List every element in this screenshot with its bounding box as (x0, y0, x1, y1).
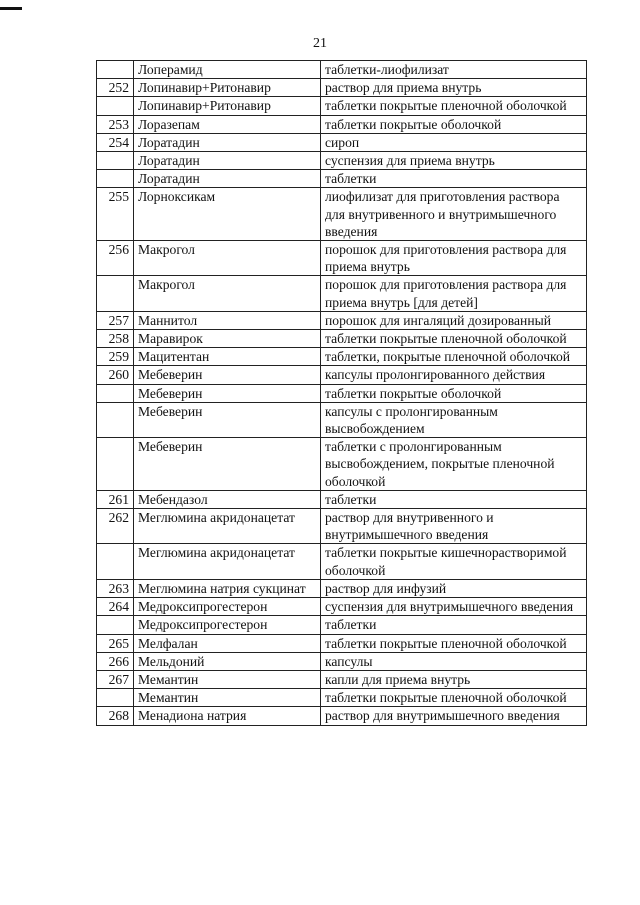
drug-name-cell: Медроксипрогестерон (134, 616, 321, 634)
dosage-form-cell: таблетки, покрытые пленочной оболочкой (321, 348, 587, 366)
drug-name-cell: Мебеверин (134, 384, 321, 402)
drug-name-cell: Мемантин (134, 689, 321, 707)
dosage-form-cell: раствор для внутримышечного введения (321, 707, 587, 725)
table-row (97, 616, 587, 634)
table-row (97, 384, 587, 402)
row-number-cell: 261 (97, 490, 134, 508)
table-row (97, 170, 587, 188)
row-number-cell: 265 (97, 634, 134, 652)
drug-name-cell: Мебеверин (134, 402, 321, 437)
dosage-form-cell: лиофилизат для приготовления раствора для внутривенного и внутримышечного введения (321, 188, 587, 241)
dosage-form-cell: таблетки покрытые кишечнорастворимой оболочкой (321, 544, 587, 579)
table-row (97, 689, 587, 707)
row-number-cell: 260 (97, 366, 134, 384)
row-number-cell: 268 (97, 707, 134, 725)
row-number-cell (97, 402, 134, 437)
drug-name-cell: Лоратадин (134, 152, 321, 170)
table-row (97, 330, 587, 348)
dosage-form-cell: сироп (321, 133, 587, 151)
drug-name-cell: Лопинавир+Ритонавир (134, 79, 321, 97)
table-row (97, 97, 587, 115)
dosage-form-cell: таблетки покрытые оболочкой (321, 115, 587, 133)
dosage-form-cell: раствор для приема внутрь (321, 79, 587, 97)
drug-name-cell: Лопинавир+Ритонавир (134, 97, 321, 115)
dosage-form-cell: таблетки покрытые пленочной оболочкой (321, 634, 587, 652)
dosage-form-cell: порошок для приготовления раствора для приема внутрь (321, 241, 587, 276)
row-number-cell (97, 61, 134, 79)
row-number-cell: 267 (97, 670, 134, 688)
drug-table (96, 60, 587, 726)
table-row (97, 276, 587, 311)
dosage-form-cell: раствор для внутривенного и внутримышечного введения (321, 509, 587, 544)
dosage-form-cell: суспензия для внутримышечного введения (321, 598, 587, 616)
table-row (97, 366, 587, 384)
drug-name-cell: Лоперамид (134, 61, 321, 79)
row-number-cell (97, 544, 134, 579)
table-row (97, 133, 587, 151)
row-number-cell: 256 (97, 241, 134, 276)
row-number-cell (97, 152, 134, 170)
row-number-cell (97, 689, 134, 707)
drug-name-cell: Мельдоний (134, 652, 321, 670)
row-number-cell: 254 (97, 133, 134, 151)
row-number-cell: 258 (97, 330, 134, 348)
dosage-form-cell: капсулы пролонгированного действия (321, 366, 587, 384)
row-number-cell: 264 (97, 598, 134, 616)
dosage-form-cell: таблетки-лиофилизат (321, 61, 587, 79)
dosage-form-cell: таблетки с пролонгированным высвобождением, покрытые пленочной оболочкой (321, 438, 587, 491)
table-row (97, 152, 587, 170)
table-row (97, 79, 587, 97)
row-number-cell: 263 (97, 579, 134, 597)
drug-name-cell: Мебендазол (134, 490, 321, 508)
drug-name-cell: Лорноксикам (134, 188, 321, 241)
drug-name-cell: Менадиона натрия (134, 707, 321, 725)
corner-mark (0, 7, 22, 10)
dosage-form-cell: порошок для приготовления раствора для приема внутрь [для детей] (321, 276, 587, 311)
row-number-cell (97, 616, 134, 634)
drug-name-cell: Мемантин (134, 670, 321, 688)
row-number-cell: 259 (97, 348, 134, 366)
table-row (97, 598, 587, 616)
dosage-form-cell: таблетки (321, 490, 587, 508)
table-body (97, 61, 587, 726)
dosage-form-cell: таблетки покрытые оболочкой (321, 384, 587, 402)
table-row (97, 311, 587, 329)
dosage-form-cell: таблетки (321, 616, 587, 634)
table-row (97, 438, 587, 491)
drug-name-cell: Маравирок (134, 330, 321, 348)
drug-name-cell: Меглюмина акридонацетат (134, 544, 321, 579)
drug-name-cell: Меглюмина натрия сукцинат (134, 579, 321, 597)
table-row (97, 188, 587, 241)
row-number-cell: 262 (97, 509, 134, 544)
table-row (97, 509, 587, 544)
drug-name-cell: Макрогол (134, 276, 321, 311)
row-number-cell: 257 (97, 311, 134, 329)
table-row (97, 670, 587, 688)
drug-name-cell: Медроксипрогестерон (134, 598, 321, 616)
drug-name-cell: Маннитол (134, 311, 321, 329)
table-row (97, 115, 587, 133)
drug-name-cell: Мебеверин (134, 438, 321, 491)
drug-name-cell: Макрогол (134, 241, 321, 276)
row-number-cell (97, 384, 134, 402)
row-number-cell: 255 (97, 188, 134, 241)
dosage-form-cell: таблетки покрытые пленочной оболочкой (321, 97, 587, 115)
dosage-form-cell: порошок для ингаляций дозированный (321, 311, 587, 329)
table-row (97, 61, 587, 79)
dosage-form-cell: капсулы с пролонгированным высвобождением (321, 402, 587, 437)
dosage-form-cell: капсулы (321, 652, 587, 670)
row-number-cell: 253 (97, 115, 134, 133)
row-number-cell: 266 (97, 652, 134, 670)
dosage-form-cell: таблетки покрытые пленочной оболочкой (321, 330, 587, 348)
dosage-form-cell: раствор для инфузий (321, 579, 587, 597)
table-row (97, 707, 587, 725)
drug-name-cell: Мелфалан (134, 634, 321, 652)
row-number-cell (97, 438, 134, 491)
drug-name-cell: Меглюмина акридонацетат (134, 509, 321, 544)
drug-name-cell: Лоратадин (134, 170, 321, 188)
table-row (97, 634, 587, 652)
page-number: 21 (313, 36, 327, 51)
dosage-form-cell: капли для приема внутрь (321, 670, 587, 688)
table-row (97, 652, 587, 670)
table-row (97, 490, 587, 508)
drug-name-cell: Мацитентан (134, 348, 321, 366)
table-row (97, 241, 587, 276)
drug-name-cell: Лоратадин (134, 133, 321, 151)
drug-name-cell: Мебеверин (134, 366, 321, 384)
dosage-form-cell: таблетки (321, 170, 587, 188)
dosage-form-cell: суспензия для приема внутрь (321, 152, 587, 170)
drug-name-cell: Лоразепам (134, 115, 321, 133)
row-number-cell (97, 97, 134, 115)
table-row (97, 348, 587, 366)
row-number-cell (97, 276, 134, 311)
row-number-cell (97, 170, 134, 188)
table-row (97, 579, 587, 597)
table-row (97, 402, 587, 437)
dosage-form-cell: таблетки покрытые пленочной оболочкой (321, 689, 587, 707)
row-number-cell: 252 (97, 79, 134, 97)
table-row (97, 544, 587, 579)
